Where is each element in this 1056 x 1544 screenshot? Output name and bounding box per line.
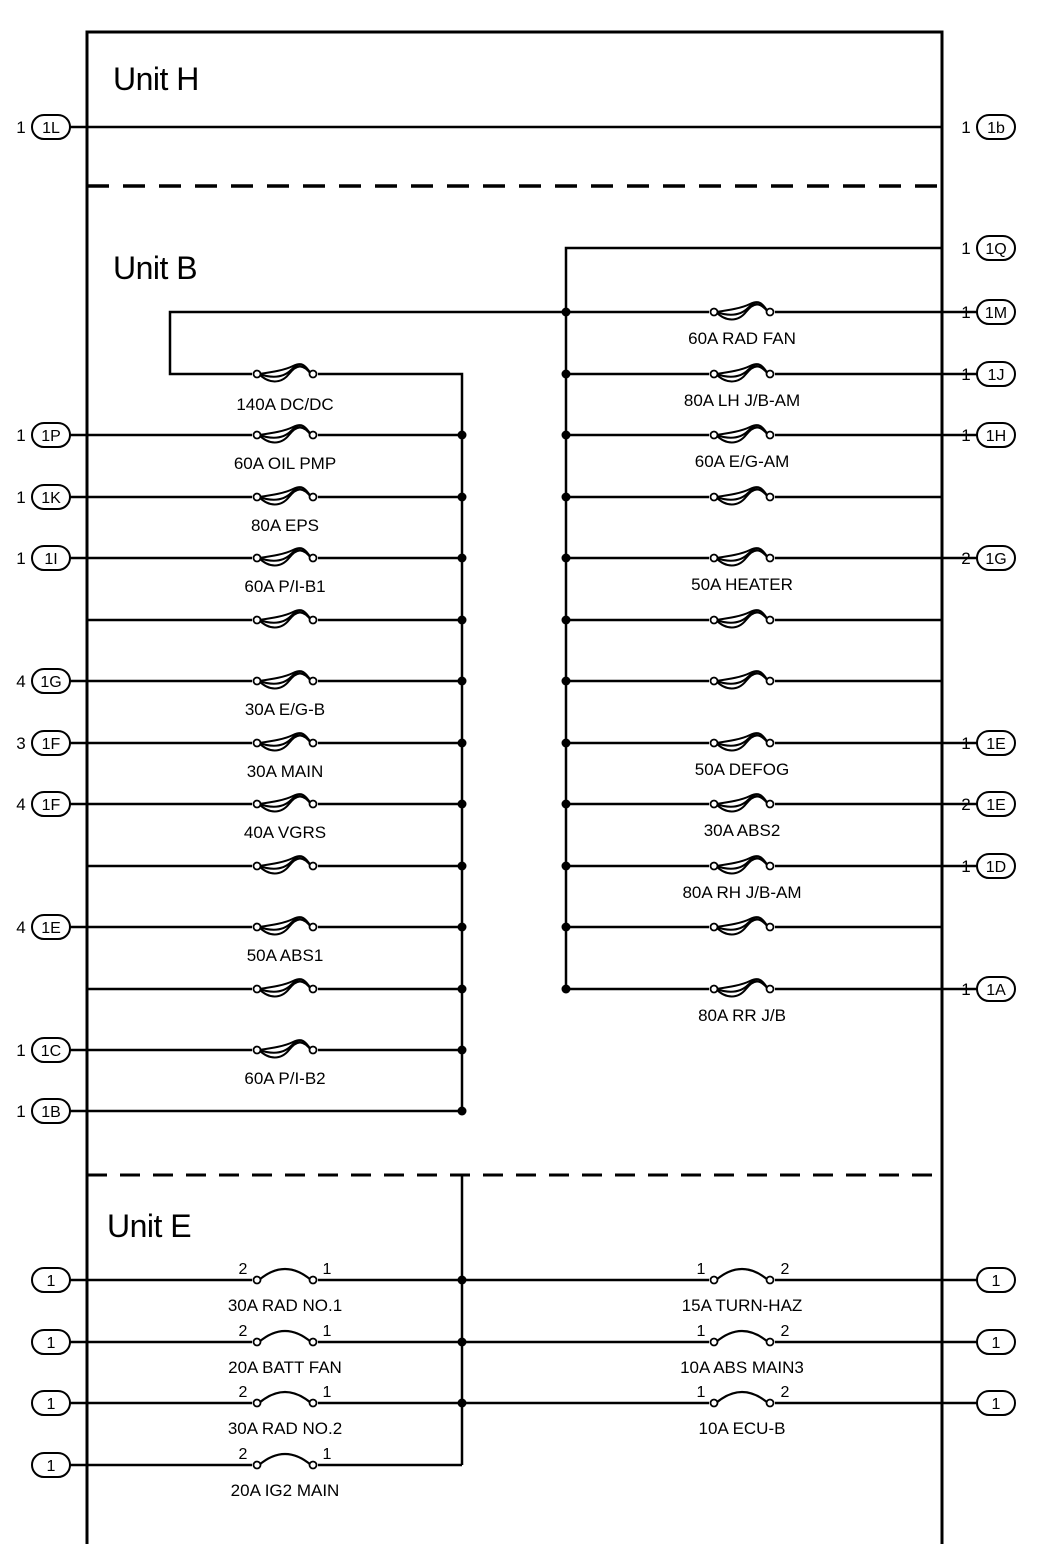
unit-h-title: Unit H [113, 61, 199, 97]
fuse-pin-number: 2 [238, 1323, 248, 1340]
fusible-link-symbol [252, 610, 318, 627]
fuse-label: 15A TURN-HAZ [681, 1296, 803, 1315]
unit-b-right-fuse-row [562, 487, 943, 504]
junction-dot [562, 554, 571, 563]
connector-id: 1J [987, 367, 1005, 384]
fuse-pin-number: 2 [238, 1261, 248, 1278]
unit-b-right-fuse-row [562, 731, 1016, 779]
fuse-pin-number: 2 [780, 1323, 790, 1340]
unit-e-title: Unit E [107, 1208, 192, 1244]
fuse-pin-number: 1 [322, 1384, 332, 1401]
fuse-pin-number: 2 [780, 1261, 790, 1278]
fuse-label: 20A BATT FAN [228, 1358, 342, 1377]
connector-pin-number: 1 [16, 426, 26, 445]
fusible-link-symbol [709, 733, 775, 750]
fusible-link-symbol [252, 425, 318, 442]
fuse-label: 80A RR J/B [698, 1006, 786, 1025]
fuse-pin-number: 1 [696, 1261, 706, 1278]
fuse-label: 30A ABS2 [703, 821, 781, 840]
connector-pin-number: 4 [16, 672, 26, 691]
fusible-link-symbol [709, 610, 775, 627]
unit-h-right-connector-id: 1b [987, 120, 1005, 137]
connector-id: 1H [985, 428, 1007, 445]
connector-id: 1C [40, 1043, 62, 1060]
unit-b-left-column [16, 364, 466, 1123]
fuse-label: 20A IG2 MAIN [230, 1481, 340, 1500]
fusible-link-symbol [252, 1040, 318, 1057]
junction-dot [562, 985, 571, 994]
junction-dot [562, 862, 571, 871]
fuse-pin-number: 1 [322, 1323, 332, 1340]
unit-b-right-fuse-row [562, 917, 943, 934]
junction-dot [458, 923, 467, 932]
unit-b-right-fuse-row [562, 671, 943, 688]
unit-h-left-connector-id: 1L [42, 120, 60, 137]
unit-b-right-fuse-row [562, 300, 1016, 348]
connector-id: 1F [41, 736, 61, 753]
fusible-link-symbol [252, 733, 318, 750]
junction-dot [562, 739, 571, 748]
unit-b-left-fuse-row [16, 731, 466, 781]
connector-id: 1A [986, 982, 1006, 999]
junction-dot [562, 800, 571, 809]
fuse-pin-number: 1 [322, 1261, 332, 1278]
fuse-label: 50A ABS1 [246, 946, 324, 965]
fusible-link-symbol [252, 917, 318, 934]
junction-dot [458, 800, 467, 809]
connector-pin-number: 1 [16, 1102, 26, 1121]
connector-pin-number: 1 [961, 426, 971, 445]
fuse-label: 80A LH J/B-AM [683, 391, 801, 410]
unit-h-left-pin: 1 [16, 118, 26, 137]
unit-h-right-pin: 1 [961, 118, 971, 137]
connector-id: 1F [41, 797, 61, 814]
connector-id: 1G [40, 674, 62, 691]
fusible-link-symbol [709, 671, 775, 688]
fuse-label: 10A ABS MAIN3 [680, 1358, 804, 1377]
unit-e-left-fuse-row [32, 1261, 467, 1315]
connector-id: 1 [991, 1335, 1001, 1352]
junction-dot [562, 923, 571, 932]
fusible-link-symbol [709, 548, 775, 565]
connector-id: 1 [46, 1458, 56, 1475]
connector-pin-number: 4 [16, 918, 26, 937]
fuse-symbol [252, 1330, 318, 1346]
unit-b-title: Unit B [113, 250, 198, 286]
fusible-link-symbol [709, 425, 775, 442]
connector-pin-number: 1 [961, 980, 971, 999]
unit-b-right-column [562, 236, 1016, 1025]
connector-id: 1M [984, 305, 1008, 322]
junction-dot [458, 739, 467, 748]
connector-id: 1Q [985, 241, 1007, 258]
fuse-label: 30A RAD NO.2 [227, 1419, 343, 1438]
unit-b-right-fuse-row [562, 792, 1016, 840]
unit-b-right-fuse-row [562, 977, 1016, 1025]
fuse-label: 60A P/I-B2 [244, 1069, 326, 1088]
fusible-link-symbol [709, 302, 775, 319]
connector-pin-number: 1 [961, 365, 971, 384]
fusible-link-symbol [252, 671, 318, 688]
fuse-label: 50A DEFOG [694, 760, 790, 779]
connector-pin-number: 3 [16, 734, 26, 753]
fuse-label: 80A EPS [250, 516, 320, 535]
junction-dot [562, 431, 571, 440]
fusible-link-symbol [252, 364, 318, 381]
connector-id: 1G [985, 551, 1007, 568]
unit-b-right-fuse-row [562, 854, 1016, 902]
junction-dot [458, 554, 467, 563]
unit-b-left-fuse-row [87, 856, 467, 873]
junction-dot [562, 493, 571, 502]
connector-id: 1I [44, 551, 58, 568]
fuse-pin-number: 2 [780, 1384, 790, 1401]
fuse-label: 30A MAIN [246, 762, 324, 781]
fuse-pin-number: 1 [696, 1384, 706, 1401]
connector-id: 1 [991, 1273, 1001, 1290]
fuse-symbol [252, 1391, 318, 1407]
connector-id: 1E [986, 797, 1006, 814]
fuse-pin-number: 2 [238, 1446, 248, 1463]
fuse-symbol [709, 1330, 775, 1346]
unit-b-left-fuse-row [16, 792, 466, 842]
junction-dot [458, 493, 467, 502]
fusible-link-symbol [252, 856, 318, 873]
junction-dot [562, 677, 571, 686]
connector-pin-number: 4 [16, 795, 26, 814]
fuse-symbol [709, 1268, 775, 1284]
junction-dot [562, 616, 571, 625]
connector-id: 1B [41, 1104, 61, 1121]
connector-pin-number: 1 [16, 549, 26, 568]
fusible-link-symbol [709, 794, 775, 811]
connector-pin-number: 2 [961, 549, 971, 568]
fuse-label: 80A RH J/B-AM [682, 883, 802, 902]
connector-pin-number: 2 [961, 795, 971, 814]
fusible-link-symbol [252, 548, 318, 565]
junction-dot [458, 431, 467, 440]
connector-id: 1 [991, 1396, 1001, 1413]
junction-dot [562, 370, 571, 379]
fusible-link-symbol [709, 917, 775, 934]
junction-dot [458, 985, 467, 994]
fuse-symbol [252, 1453, 318, 1469]
fusible-link-symbol [709, 487, 775, 504]
unit-b-right-fuse-row [562, 423, 1016, 471]
connector-id: 1 [46, 1273, 56, 1290]
fuse-label: 30A RAD NO.1 [227, 1296, 343, 1315]
unit-b-left-fuse-row [16, 1038, 466, 1088]
outer-frame [87, 32, 942, 1544]
connector-id: 1 [46, 1396, 56, 1413]
fuse-symbol [709, 1391, 775, 1407]
unit-b-left-fuse-row [16, 669, 466, 719]
fuse-label-dc-dc: 140A DC/DC [236, 395, 334, 414]
fuse-pin-number: 1 [696, 1323, 706, 1340]
unit-b-left-fuse-row [16, 915, 466, 965]
fuse-label: 50A HEATER [691, 575, 793, 594]
junction-dot [458, 862, 467, 871]
junction-dot [458, 677, 467, 686]
fusible-link-symbol [252, 979, 318, 996]
fuse-label: 60A RAD FAN [688, 329, 796, 348]
unit-b-left-fuse-row [87, 610, 467, 627]
fusible-link-symbol [252, 794, 318, 811]
unit-e-left-fuse-row [32, 1446, 462, 1500]
connector-pin-number: 1 [16, 488, 26, 507]
unit-e-left-fuse-row [32, 1323, 467, 1377]
fuse-label: 60A OIL PMP [233, 454, 337, 473]
junction-dot [458, 1107, 467, 1116]
connector-pin-number: 1 [961, 857, 971, 876]
junction-dot [562, 308, 571, 317]
unit-e-left-fuse-row [32, 1384, 467, 1438]
fuse-pin-number: 1 [322, 1446, 332, 1463]
unit-b-left-fuse-row [16, 423, 466, 473]
unit-b-left-fuse-row [87, 979, 467, 996]
junction-dot [458, 616, 467, 625]
fusible-link-symbol [709, 856, 775, 873]
fuse-label: 40A VGRS [243, 823, 327, 842]
unit-b-right-top-row [961, 236, 1015, 260]
unit-b-right-fuse-row [562, 610, 943, 627]
connector-id: 1D [985, 859, 1007, 876]
unit-e-right-fuse-row [462, 1323, 1015, 1377]
fuse-label: 30A E/G-B [244, 700, 326, 719]
connector-pin-number: 1 [961, 239, 971, 258]
unit-b-right-fuse-row [562, 362, 1016, 410]
unit-e-right-fuse-row [462, 1384, 1015, 1438]
unit-b-left-bare-row [16, 1099, 466, 1123]
fuse-label: 60A E/G-AM [694, 452, 790, 471]
connector-pin-number: 1 [16, 1041, 26, 1060]
unit-b-right-fuse-row [562, 546, 1016, 594]
unit-b-left-fuse-row [16, 485, 466, 535]
fuse-label: 60A P/I-B1 [244, 577, 326, 596]
connector-id: 1K [41, 490, 61, 507]
unit-b-left-fuse-row [16, 546, 466, 596]
fuse-label: 10A ECU-B [698, 1419, 786, 1438]
connector-id: 1E [986, 736, 1006, 753]
unit-e-right-fuse-row [462, 1261, 1015, 1315]
connector-id: 1 [46, 1335, 56, 1352]
fusible-link-symbol [709, 364, 775, 381]
fuse-pin-number: 2 [238, 1384, 248, 1401]
fusible-link-symbol [709, 979, 775, 996]
connector-id: 1P [41, 428, 61, 445]
connector-pin-number: 1 [961, 734, 971, 753]
connector-id: 1E [41, 920, 61, 937]
fuse-symbol [252, 1268, 318, 1284]
connector-pin-number: 1 [961, 303, 971, 322]
fusible-link-symbol [252, 487, 318, 504]
junction-dot [458, 1046, 467, 1055]
